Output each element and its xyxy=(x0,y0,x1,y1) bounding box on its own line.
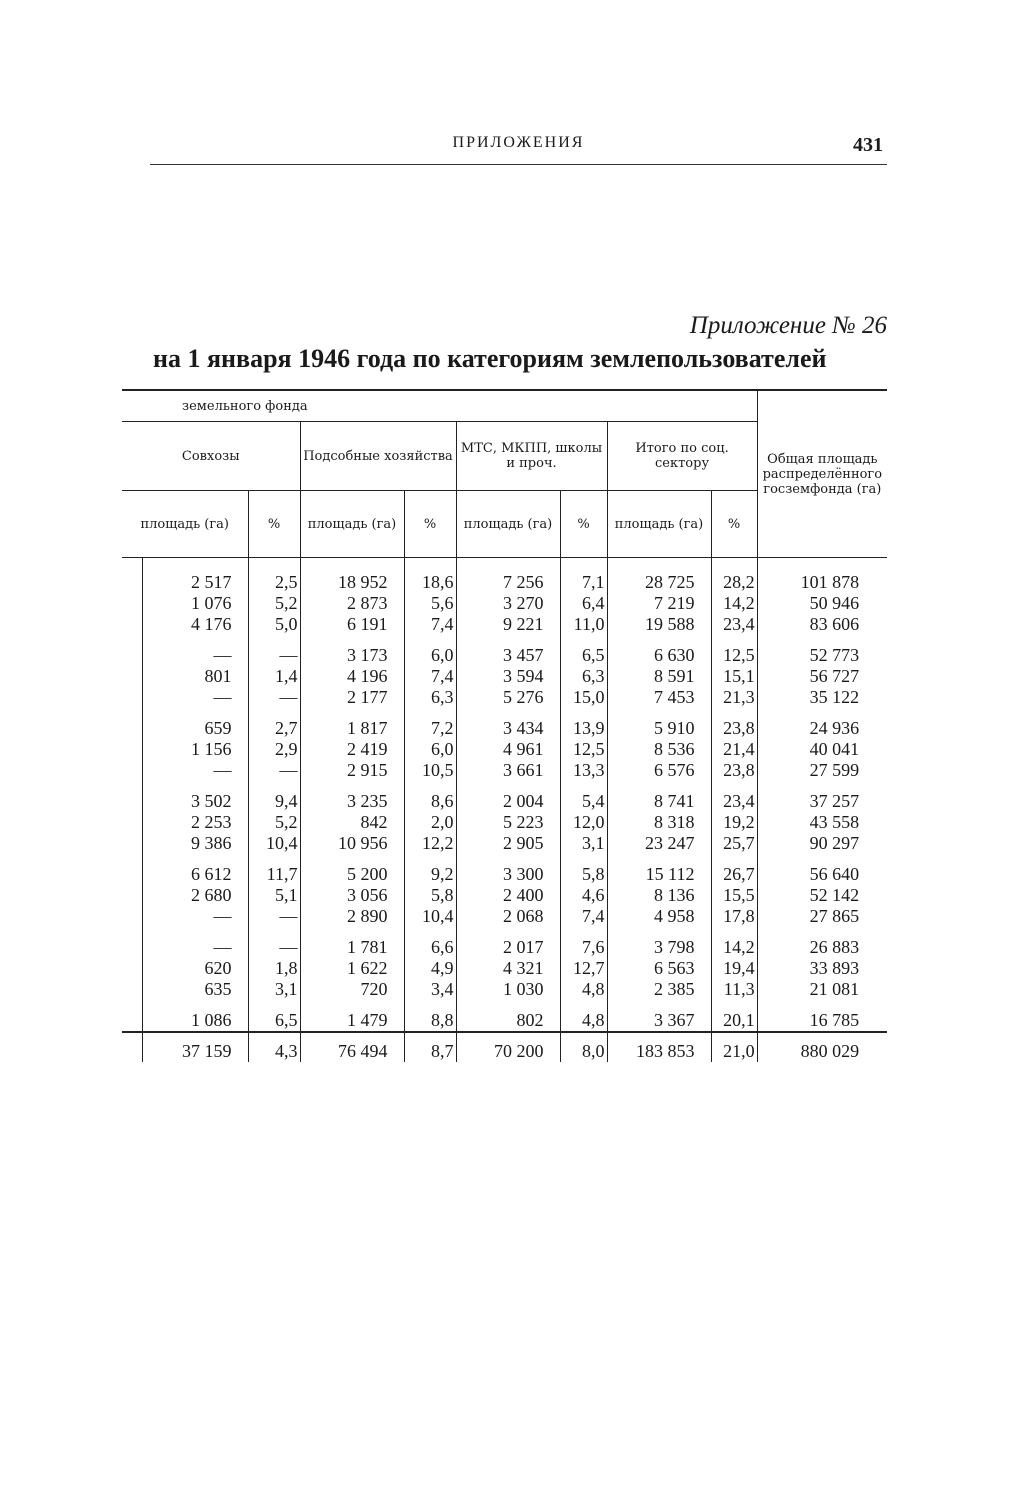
soc-total-area-cell: 8 741 xyxy=(607,781,711,812)
mts-area-cell: 3 434 xyxy=(456,708,560,739)
soc-total-pct-cell: 21,0 xyxy=(711,1032,757,1062)
sovkhozy-area-cell: 635 xyxy=(142,979,248,1000)
land-fund-table xyxy=(122,389,887,1062)
subsidiary-pct-cell: 18,6 xyxy=(404,558,456,594)
sovkhozy-area-cell: 9 386 xyxy=(142,833,248,854)
area-subheader: площадь (га) xyxy=(607,491,711,558)
total-area-cell: 52 142 xyxy=(757,885,887,906)
mts-pct-cell: 7,1 xyxy=(560,558,607,594)
sovkhozy-area-cell: 1 086 xyxy=(142,1000,248,1032)
soc-total-pct-cell: 17,8 xyxy=(711,906,757,927)
subsidiary-area-cell: 2 177 xyxy=(300,687,404,708)
group-header-soc-total: Итого по соц. сектору xyxy=(607,422,757,491)
row-spacer xyxy=(122,760,142,781)
table-row xyxy=(122,614,887,635)
sovkhozy-pct-cell: 3,1 xyxy=(248,979,300,1000)
mts-area-cell: 802 xyxy=(456,1000,560,1032)
mts-pct-cell: 4,8 xyxy=(560,1000,607,1032)
table-row xyxy=(122,687,887,708)
table-row xyxy=(122,927,887,958)
appendix-label: Приложение № 26 xyxy=(689,312,887,339)
sovkhozy-area-cell: 37 159 xyxy=(142,1032,248,1062)
subsidiary-area-cell: 4 196 xyxy=(300,666,404,687)
total-area-cell: 56 640 xyxy=(757,854,887,885)
row-spacer xyxy=(122,979,142,1000)
soc-total-area-cell: 8 136 xyxy=(607,885,711,906)
mts-pct-cell: 12,5 xyxy=(560,739,607,760)
total-area-cell: 26 883 xyxy=(757,927,887,958)
sovkhozy-area-cell: 2 517 xyxy=(142,558,248,594)
sovkhozy-pct-cell: 1,4 xyxy=(248,666,300,687)
fund-header: земельного фонда xyxy=(122,390,757,422)
subsidiary-pct-cell: 3,4 xyxy=(404,979,456,1000)
total-area-cell: 35 122 xyxy=(757,687,887,708)
mts-pct-cell: 7,6 xyxy=(560,927,607,958)
table-body xyxy=(122,558,887,1063)
row-spacer xyxy=(122,781,142,812)
sovkhozy-area-cell: — xyxy=(142,687,248,708)
mts-area-cell: 3 270 xyxy=(456,593,560,614)
mts-pct-cell: 5,4 xyxy=(560,781,607,812)
sovkhozy-pct-cell: 4,3 xyxy=(248,1032,300,1062)
row-spacer xyxy=(122,635,142,666)
subsidiary-area-cell: 2 873 xyxy=(300,593,404,614)
sovkhozy-area-cell: — xyxy=(142,635,248,666)
mts-area-cell: 2 017 xyxy=(456,927,560,958)
table-row xyxy=(122,854,887,885)
total-area-header: Общая площадь распределённого госземфонда (га) xyxy=(757,390,887,558)
table-row xyxy=(122,979,887,1000)
subsidiary-area-cell: 1 781 xyxy=(300,927,404,958)
mts-pct-cell: 15,0 xyxy=(560,687,607,708)
row-spacer xyxy=(122,666,142,687)
row-spacer xyxy=(122,708,142,739)
subsidiary-area-cell: 720 xyxy=(300,979,404,1000)
table-row xyxy=(122,558,887,594)
subsidiary-area-cell: 2 890 xyxy=(300,906,404,927)
subsidiary-area-cell: 5 200 xyxy=(300,854,404,885)
soc-total-pct-cell: 19,2 xyxy=(711,812,757,833)
soc-total-area-cell: 183 853 xyxy=(607,1032,711,1062)
soc-total-area-cell: 19 588 xyxy=(607,614,711,635)
subsidiary-area-cell: 3 173 xyxy=(300,635,404,666)
mts-pct-cell: 3,1 xyxy=(560,833,607,854)
table-row xyxy=(122,593,887,614)
table-row xyxy=(122,812,887,833)
total-area-cell: 27 865 xyxy=(757,906,887,927)
pct-subheader: % xyxy=(560,491,607,558)
sovkhozy-area-cell: 1 156 xyxy=(142,739,248,760)
table-row xyxy=(122,958,887,979)
soc-total-pct-cell: 28,2 xyxy=(711,558,757,594)
soc-total-pct-cell: 15,1 xyxy=(711,666,757,687)
sovkhozy-pct-cell: 5,2 xyxy=(248,593,300,614)
mts-area-cell: 2 068 xyxy=(456,906,560,927)
total-area-cell: 83 606 xyxy=(757,614,887,635)
soc-total-pct-cell: 23,8 xyxy=(711,760,757,781)
soc-total-pct-cell: 15,5 xyxy=(711,885,757,906)
table-row xyxy=(122,666,887,687)
total-area-cell: 56 727 xyxy=(757,666,887,687)
pct-subheader: % xyxy=(248,491,300,558)
soc-total-area-cell: 6 630 xyxy=(607,635,711,666)
soc-total-area-cell: 6 576 xyxy=(607,760,711,781)
sovkhozy-pct-cell: 2,7 xyxy=(248,708,300,739)
soc-total-pct-cell: 11,3 xyxy=(711,979,757,1000)
sovkhozy-pct-cell: — xyxy=(248,635,300,666)
row-spacer xyxy=(122,1032,142,1062)
mts-pct-cell: 7,4 xyxy=(560,906,607,927)
total-area-cell: 21 081 xyxy=(757,979,887,1000)
mts-pct-cell: 12,7 xyxy=(560,958,607,979)
table-row xyxy=(122,760,887,781)
subsidiary-area-cell: 1 817 xyxy=(300,708,404,739)
row-spacer xyxy=(122,614,142,635)
sovkhozy-area-cell: 620 xyxy=(142,958,248,979)
mts-area-cell: 3 594 xyxy=(456,666,560,687)
soc-total-area-cell: 15 112 xyxy=(607,854,711,885)
sovkhozy-area-cell: — xyxy=(142,927,248,958)
soc-total-pct-cell: 21,4 xyxy=(711,739,757,760)
soc-total-pct-cell: 25,7 xyxy=(711,833,757,854)
subsidiary-pct-cell: 6,3 xyxy=(404,687,456,708)
mts-area-cell: 5 276 xyxy=(456,687,560,708)
soc-total-area-cell: 23 247 xyxy=(607,833,711,854)
soc-total-pct-cell: 26,7 xyxy=(711,854,757,885)
mts-area-cell: 5 223 xyxy=(456,812,560,833)
sovkhozy-area-cell: 659 xyxy=(142,708,248,739)
table-row xyxy=(122,708,887,739)
subsidiary-pct-cell: 6,0 xyxy=(404,739,456,760)
subsidiary-pct-cell: 7,4 xyxy=(404,614,456,635)
subsidiary-area-cell: 2 419 xyxy=(300,739,404,760)
mts-area-cell: 3 661 xyxy=(456,760,560,781)
row-spacer xyxy=(122,593,142,614)
group-header-mts: МТС, МКПП, школы и проч. xyxy=(456,422,607,491)
sovkhozy-pct-cell: — xyxy=(248,687,300,708)
soc-total-area-cell: 28 725 xyxy=(607,558,711,594)
subsidiary-pct-cell: 10,4 xyxy=(404,906,456,927)
soc-total-area-cell: 3 798 xyxy=(607,927,711,958)
sovkhozy-area-cell: 2 680 xyxy=(142,885,248,906)
subsidiary-pct-cell: 10,5 xyxy=(404,760,456,781)
mts-pct-cell: 6,5 xyxy=(560,635,607,666)
grand-total-row xyxy=(122,1032,887,1062)
subsidiary-pct-cell: 6,0 xyxy=(404,635,456,666)
soc-total-pct-cell: 23,4 xyxy=(711,614,757,635)
sovkhozy-pct-cell: 2,9 xyxy=(248,739,300,760)
group-header-sovkhozy: Совхозы xyxy=(122,422,300,491)
sovkhozy-pct-cell: — xyxy=(248,927,300,958)
table-row xyxy=(122,906,887,927)
mts-pct-cell: 8,0 xyxy=(560,1032,607,1062)
sovkhozy-area-cell: — xyxy=(142,760,248,781)
subsidiary-pct-cell: 6,6 xyxy=(404,927,456,958)
subsidiary-pct-cell: 2,0 xyxy=(404,812,456,833)
sovkhozy-area-cell: 1 076 xyxy=(142,593,248,614)
area-subheader: площадь (га) xyxy=(456,491,560,558)
mts-pct-cell: 12,0 xyxy=(560,812,607,833)
mts-area-cell: 2 004 xyxy=(456,781,560,812)
subsidiary-pct-cell: 4,9 xyxy=(404,958,456,979)
group-header-subsidiary: Подсобные хозяйства xyxy=(300,422,456,491)
soc-total-area-cell: 7 453 xyxy=(607,687,711,708)
subsidiary-pct-cell: 7,2 xyxy=(404,708,456,739)
row-spacer xyxy=(122,812,142,833)
sovkhozy-area-cell: 801 xyxy=(142,666,248,687)
soc-total-pct-cell: 14,2 xyxy=(711,593,757,614)
mts-area-cell: 1 030 xyxy=(456,979,560,1000)
table-title: на 1 января 1946 года по категориям землепользователей xyxy=(153,344,827,373)
total-area-cell: 50 946 xyxy=(757,593,887,614)
total-area-cell: 52 773 xyxy=(757,635,887,666)
soc-total-pct-cell: 23,4 xyxy=(711,781,757,812)
subsidiary-area-cell: 18 952 xyxy=(300,558,404,594)
sovkhozy-area-cell: 6 612 xyxy=(142,854,248,885)
row-spacer xyxy=(122,885,142,906)
mts-area-cell: 4 961 xyxy=(456,739,560,760)
table-row xyxy=(122,833,887,854)
soc-total-area-cell: 4 958 xyxy=(607,906,711,927)
subsidiary-area-cell: 3 235 xyxy=(300,781,404,812)
mts-area-cell: 70 200 xyxy=(456,1032,560,1062)
mts-pct-cell: 5,8 xyxy=(560,854,607,885)
soc-total-area-cell: 3 367 xyxy=(607,1000,711,1032)
mts-area-cell: 7 256 xyxy=(456,558,560,594)
subsidiary-pct-cell: 8,8 xyxy=(404,1000,456,1032)
sovkhozy-pct-cell: 5,1 xyxy=(248,885,300,906)
total-area-cell: 90 297 xyxy=(757,833,887,854)
total-area-cell: 43 558 xyxy=(757,812,887,833)
total-area-cell: 33 893 xyxy=(757,958,887,979)
subsidiary-pct-cell: 5,6 xyxy=(404,593,456,614)
subsidiary-pct-cell: 7,4 xyxy=(404,666,456,687)
soc-total-pct-cell: 12,5 xyxy=(711,635,757,666)
subsidiary-pct-cell: 8,6 xyxy=(404,781,456,812)
sovkhozy-pct-cell: — xyxy=(248,760,300,781)
running-title: ПРИЛОЖЕНИЯ xyxy=(452,134,585,151)
total-area-cell: 27 599 xyxy=(757,760,887,781)
mts-pct-cell: 4,8 xyxy=(560,979,607,1000)
table-row xyxy=(122,885,887,906)
row-spacer xyxy=(122,927,142,958)
soc-total-pct-cell: 14,2 xyxy=(711,927,757,958)
row-spacer xyxy=(122,906,142,927)
mts-pct-cell: 11,0 xyxy=(560,614,607,635)
row-spacer xyxy=(122,687,142,708)
subsidiary-area-cell: 10 956 xyxy=(300,833,404,854)
row-spacer xyxy=(122,854,142,885)
soc-total-pct-cell: 23,8 xyxy=(711,708,757,739)
subsidiary-pct-cell: 12,2 xyxy=(404,833,456,854)
sovkhozy-pct-cell: 1,8 xyxy=(248,958,300,979)
soc-total-pct-cell: 21,3 xyxy=(711,687,757,708)
page-number: 431 xyxy=(853,134,883,156)
soc-total-area-cell: 8 536 xyxy=(607,739,711,760)
mts-area-cell: 3 300 xyxy=(456,854,560,885)
pct-subheader: % xyxy=(711,491,757,558)
sovkhozy-pct-cell: 5,2 xyxy=(248,812,300,833)
total-area-cell: 37 257 xyxy=(757,781,887,812)
mts-pct-cell: 13,3 xyxy=(560,760,607,781)
mts-pct-cell: 4,6 xyxy=(560,885,607,906)
soc-total-pct-cell: 20,1 xyxy=(711,1000,757,1032)
row-spacer xyxy=(122,739,142,760)
mts-pct-cell: 6,3 xyxy=(560,666,607,687)
total-area-cell: 101 878 xyxy=(757,558,887,594)
sovkhozy-area-cell: — xyxy=(142,906,248,927)
row-spacer xyxy=(122,958,142,979)
subsidiary-area-cell: 2 915 xyxy=(300,760,404,781)
sovkhozy-area-cell: 3 502 xyxy=(142,781,248,812)
subsidiary-area-cell: 842 xyxy=(300,812,404,833)
subsidiary-area-cell: 1 622 xyxy=(300,958,404,979)
subsidiary-pct-cell: 9,2 xyxy=(404,854,456,885)
sovkhozy-area-cell: 4 176 xyxy=(142,614,248,635)
sovkhozy-pct-cell: 9,4 xyxy=(248,781,300,812)
sovkhozy-pct-cell: 11,7 xyxy=(248,854,300,885)
soc-total-area-cell: 8 591 xyxy=(607,666,711,687)
subsidiary-pct-cell: 5,8 xyxy=(404,885,456,906)
table-row xyxy=(122,635,887,666)
sovkhozy-pct-cell: 6,5 xyxy=(248,1000,300,1032)
row-spacer xyxy=(122,1000,142,1032)
area-subheader: площадь (га) xyxy=(300,491,404,558)
subsidiary-pct-cell: 8,7 xyxy=(404,1032,456,1062)
subsidiary-area-cell: 3 056 xyxy=(300,885,404,906)
mts-area-cell: 2 400 xyxy=(456,885,560,906)
soc-total-pct-cell: 19,4 xyxy=(711,958,757,979)
table-row xyxy=(122,1000,887,1032)
sovkhozy-pct-cell: 10,4 xyxy=(248,833,300,854)
total-area-cell: 40 041 xyxy=(757,739,887,760)
sovkhozy-area-cell: 2 253 xyxy=(142,812,248,833)
mts-area-cell: 4 321 xyxy=(456,958,560,979)
pct-subheader: % xyxy=(404,491,456,558)
soc-total-area-cell: 5 910 xyxy=(607,708,711,739)
total-area-cell: 16 785 xyxy=(757,1000,887,1032)
mts-area-cell: 9 221 xyxy=(456,614,560,635)
subsidiary-area-cell: 6 191 xyxy=(300,614,404,635)
mts-area-cell: 3 457 xyxy=(456,635,560,666)
mts-pct-cell: 6,4 xyxy=(560,593,607,614)
mts-area-cell: 2 905 xyxy=(456,833,560,854)
row-spacer xyxy=(122,833,142,854)
area-subheader: площадь (га) xyxy=(122,491,248,558)
total-area-cell: 24 936 xyxy=(757,708,887,739)
page-header xyxy=(150,132,887,165)
table-row xyxy=(122,739,887,760)
sovkhozy-pct-cell: 5,0 xyxy=(248,614,300,635)
subsidiary-area-cell: 1 479 xyxy=(300,1000,404,1032)
soc-total-area-cell: 8 318 xyxy=(607,812,711,833)
total-area-cell: 880 029 xyxy=(757,1032,887,1062)
table-row xyxy=(122,781,887,812)
soc-total-area-cell: 2 385 xyxy=(607,979,711,1000)
sovkhozy-pct-cell: 2,5 xyxy=(248,558,300,594)
sovkhozy-pct-cell: — xyxy=(248,906,300,927)
soc-total-area-cell: 7 219 xyxy=(607,593,711,614)
subsidiary-area-cell: 76 494 xyxy=(300,1032,404,1062)
mts-pct-cell: 13,9 xyxy=(560,708,607,739)
row-spacer xyxy=(122,558,142,594)
soc-total-area-cell: 6 563 xyxy=(607,958,711,979)
